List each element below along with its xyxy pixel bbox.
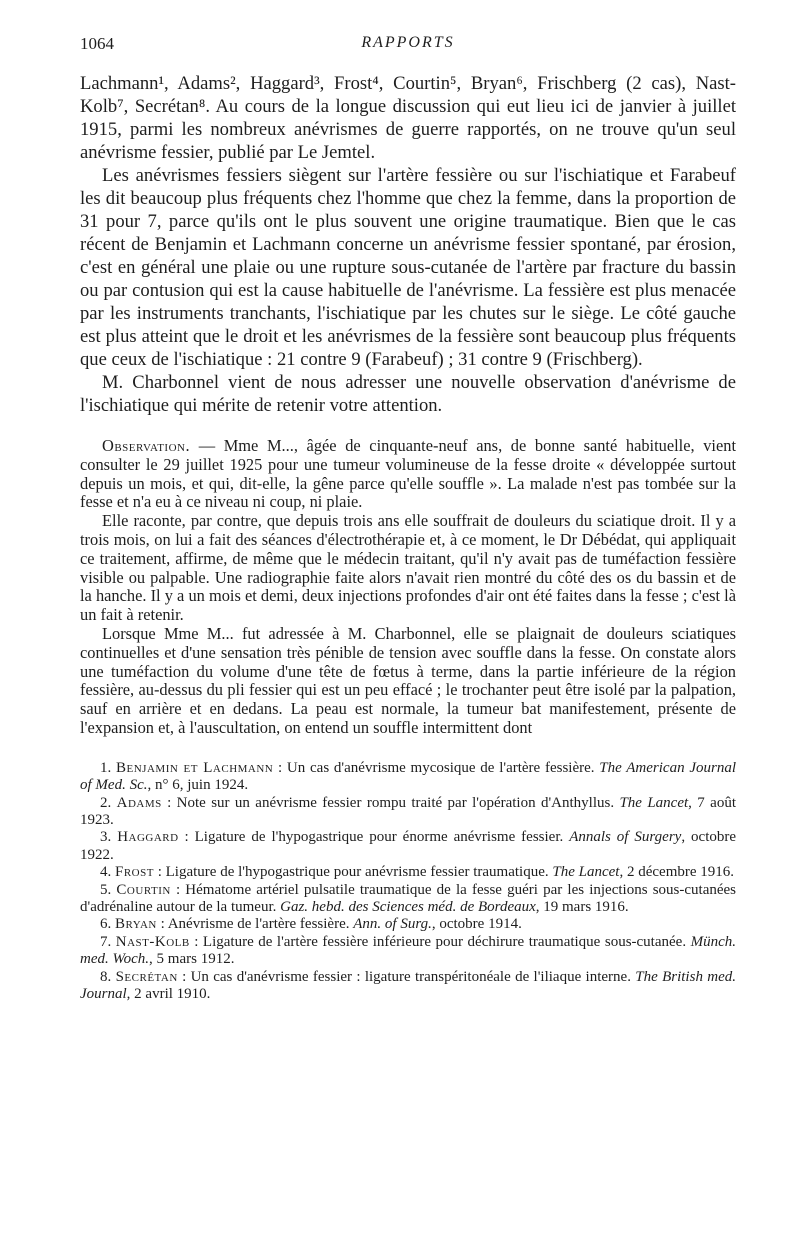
running-title: RAPPORTS [361, 34, 455, 51]
footnote-3: 3. Haggard : Ligature de l'hypogastrique pour énorme anévrisme fessier. Annals of Surgery, octobre 1922. [80, 829, 737, 863]
footnote-author: Benjamin et Lachmann [116, 759, 274, 776]
footnote-journal: The British med. Journal [80, 968, 737, 1003]
footnote-journal: Ann. of Surg. [353, 916, 432, 933]
footnote-author: Haggard [117, 829, 179, 846]
observation-intro: — Mme M..., âgée de cinquante-neuf ans, de bonne santé habituelle, vient consulter le 29 juillet 1925 pour une tumeur volumineuse de la fesse droite « développée surtout depuis un mois, et qui, dit-elle, la gêne parce qu'elle souffle ». La malade n'est pas tombée sur la fesse et n'a eu à ce niveau ni coup, ni plaie. [80, 436, 736, 512]
observation-paragraph-3: Lorsque Mme M... fut adressée à M. Charbonnel, elle se plaignait de douleurs sciatiques continuelles et d'une sensation très pénible de tension avec souffle dans la fesse. On constate alors une tuméfaction du volume d'une tête de fœtus à terme, dans la partie inférieure de la région fessière, au-dessus du pli fessier qui est un peu effacé ; le trochanter peut être isolé par la palpation, sauf en arrière et en dedans. La peau est normale, la tumeur bat manifestement, présente de l'expansion et, à l'auscultation, on entend un souffle intermittent dont [80, 623, 736, 737]
body-paragraph-1: Lachmann¹, Adams², Haggard³, Frost⁴, Courtin⁵, Bryan⁶, Frischberg (2 cas), Nast-Kolb⁷, Secrétan⁸. Au cours de la longue discussion qui eut lieu ici de janvier à juillet 1915, parmi les nombreux anévrismes de guerre rapportés, on ne trouve qu'un seul anévrisme fessier, publié par Le Jemtel. [80, 73, 736, 163]
running-head [80, 34, 736, 56]
observation-section [80, 437, 736, 738]
footnote-journal: The Lancet [552, 864, 620, 881]
footnote-author: Courtin [116, 881, 171, 898]
observation-paragraph-2: Elle raconte, par contre, que depuis trois ans elle souffrait de douleurs du sciatique droit. Il y a trois mois, on lui a fait des séances d'électrothérapie et, à ce moment, le Dr Débédat, qui appliquait ce traitement, affirme, de même que le médecin traitant, qu'il n'y avait pas de tuméfaction fessière visible ou palpable. Une radiographie faite alors n'avait rien montré du côté des os du bassin et de la hanche. Il y a un mois et demi, deux injections profondes d'air ont été faites dans la fesse ; c'est là un fait à retenir. [80, 511, 736, 625]
body-text [80, 72, 736, 417]
footnote-6: 6. Bryan : Anévrisme de l'artère fessière. Ann. of Surg., octobre 1914. [100, 916, 522, 933]
footnote-7: 7. Nast-Kolb : Ligature de l'artère fessière inférieure pour déchirure traumatique sous-cutanée. Münch. med. Woch., 5 mars 1912. [80, 933, 736, 968]
footnote-author: Secrétan [115, 968, 178, 985]
observation-paragraph-1 [80, 437, 736, 512]
footnote-2: 2. Adams : Note sur un anévrisme fessier rompu traité par l'opération d'Anthyllus. The Lancet, 7 août 1923. [80, 794, 736, 828]
footnote-journal: Annals of Surgery [569, 829, 682, 846]
footnote-5: 5. Courtin : Hématome artériel pulsatile traumatique de la fesse guéri par les injections sous-cutanées d'adrénaline autour de la tumeur. Gaz. hebd. des Sciences méd. de Bordeaux, 19 mars 1916. [80, 881, 737, 915]
footnote-4: 4. Frost : Ligature de l'hypogastrique pour anévrisme fessier traumatique. The Lancet, 2 décembre 1916. [100, 864, 735, 881]
footnote-journal: Münch. med. Woch. [80, 933, 736, 968]
footnote-8: 8. Secrétan : Un cas d'anévrisme fessier : ligature transpéritonéale de l'iliaque interne. The British med. Journal, 2 avril 1910. [80, 968, 737, 1003]
footnote-1: 1. Benjamin et Lachmann : Un cas d'anévrisme mycosique de l'artère fessière. The American Journal of Med. Sc., n° 6, juin 1924. [80, 759, 737, 794]
footnote-author: Adams [116, 794, 162, 811]
footnotes [80, 760, 736, 1004]
footnote-author: Bryan [115, 916, 157, 933]
body-paragraph-2: Les anévrismes fessiers siègent sur l'artère fessière ou sur l'ischiatique et Farabeuf les dit beaucoup plus fréquents chez l'homme que chez la femme, dans la proportion de 31 pour 7, parce qu'ils ont le plus souvent une origine traumatique. Bien que le cas récent de Benjamin et Lachmann concerne un anévrisme fessier spontané, par érosion, c'est en général une plaie ou une rupture sous-cutanée de l'artère par fracture du bassin ou par contusion qui est la cause habituelle de l'anévrisme. La fessière est plus menacée par les instruments tranchants, l'ischiatique par les chutes sur le siège. Le côté gauche est plus atteint que le droit et les anévrismes de la fessière sont beaucoup plus fréquents que ceux de l'ischiatique : 21 contre 9 (Farabeuf) ; 31 contre 9 (Frischberg). [80, 165, 736, 370]
footnote-author: Frost [115, 864, 154, 881]
footnote-author: Nast-Kolb [115, 933, 190, 950]
footnote-journal: The American Journal of Med. Sc. [80, 759, 737, 794]
observation-label: Observation. [102, 436, 191, 455]
page-number: 1064 [80, 34, 114, 53]
footnote-journal: The Lancet [619, 794, 689, 811]
body-paragraph-3: M. Charbonnel vient de nous adresser une nouvelle observation d'anévrisme de l'ischiatique qui mérite de retenir votre attention. [80, 372, 736, 416]
footnote-journal: Gaz. hebd. des Sciences méd. de Bordeaux [280, 899, 536, 915]
